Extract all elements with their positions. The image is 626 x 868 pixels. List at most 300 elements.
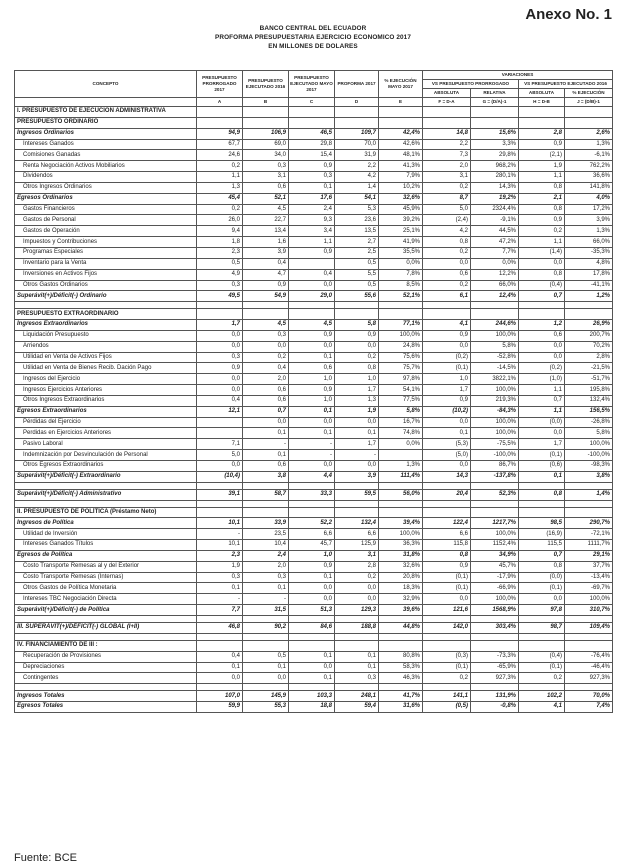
row-value: 1,1 [519,406,565,417]
row-value [289,117,335,128]
row-value: 0,0 [335,461,379,472]
row-value: 45,7 [289,540,335,551]
row-value [519,117,565,128]
row-value [197,309,243,320]
row-value: 46,3% [379,673,423,684]
row-value [243,302,289,309]
row-value: 22,7 [243,215,289,226]
row-value: 1,3% [379,461,423,472]
row-value: 1,3 [335,395,379,406]
row-value: 9,3 [289,215,335,226]
row-value: 66,0% [471,280,519,291]
row-value: 115,8 [423,540,471,551]
row-value: 1,9 [519,161,565,172]
row-value: (2,1) [519,150,565,161]
row-value: 32,6% [379,561,423,572]
row-concept: Pérdidas del Ejercicio [15,417,197,428]
row-value [519,482,565,489]
row-value: (0,1) [519,450,565,461]
row-value: 4,0% [565,193,613,204]
row-value: 17,6 [289,193,335,204]
row-value: 0,1 [289,673,335,684]
row-value: 12,4% [471,291,519,302]
row-value: 8,7 [423,193,471,204]
letter-a: A [197,98,243,107]
row-value [519,107,565,118]
row-concept: Gastos de Operación [15,226,197,237]
row-value: 41,3% [379,161,423,172]
row-value: 0,0 [519,258,565,269]
row-value: 41,7% [379,691,423,702]
row-value: 0,1 [289,406,335,417]
row-value: 59,5 [335,489,379,500]
row-value [197,482,243,489]
row-value: 0,1 [423,428,471,439]
row-value: 0,0 [423,258,471,269]
row-value: 5,8% [565,428,613,439]
row-value: 44,8% [379,622,423,633]
row-value: 0,1 [519,471,565,482]
row-value: 0,8 [423,550,471,561]
row-value: 927,3% [565,673,613,684]
row-value: 32,9% [379,594,423,605]
row-value: -66,9% [471,583,519,594]
table-row [15,450,613,461]
row-value [565,500,613,507]
row-value: 46,5 [289,128,335,139]
row-value: 29,8% [471,150,519,161]
row-value: 52,1% [379,291,423,302]
row-value: 5,8 [335,320,379,331]
row-value [471,309,519,320]
row-value [379,633,423,640]
formula-g: G = (D/A)-1 [471,98,519,107]
row-value: 26,9% [565,320,613,331]
row-value: 0,7 [519,291,565,302]
row-value: 16,7% [379,417,423,428]
row-value: 3,8 [243,471,289,482]
row-value [289,615,335,622]
row-value: -21,5% [565,363,613,374]
header-absoluta: ABSOLUTA [519,89,565,98]
row-value: 6,6 [289,529,335,540]
row-concept: Perdidas en Ejercicios Anteriores [15,428,197,439]
row-value: 55,3 [243,702,289,713]
row-value: 41,9% [379,237,423,248]
row-value: 4,4 [289,471,335,482]
row-value: 1,4 [335,182,379,193]
row-value: -72,1% [565,529,613,540]
row-value: 4,5 [243,204,289,215]
row-concept: Superávit(+)/Déficit(-) Ordinario [15,291,197,302]
row-value: 4,1 [519,702,565,713]
row-value: -100,0% [565,450,613,461]
row-value: 90,2 [243,622,289,633]
row-value: 33,3 [289,489,335,500]
table-row [15,615,613,622]
row-value: 141,8% [565,182,613,193]
table-row [15,691,613,702]
row-value: (0,2) [519,363,565,374]
row-value: 77,5% [379,395,423,406]
row-value: 2,6% [565,128,613,139]
row-value: 1568,9% [471,605,519,616]
row-value: 0,1 [335,662,379,673]
row-value: 12,2% [471,269,519,280]
row-value: 49,5 [197,291,243,302]
row-value: 0,0 [243,417,289,428]
row-value: 0,2 [519,673,565,684]
row-value: 0,4 [243,258,289,269]
row-value: 100,0% [471,428,519,439]
letter-e: E [379,98,423,107]
row-value: (5,3) [423,439,471,450]
table-row [15,605,613,616]
row-value: 0,0 [243,673,289,684]
row-value [423,107,471,118]
row-value [565,615,613,622]
row-value [565,302,613,309]
header-col-d: PROFORMA 2017 [335,71,379,98]
row-value: 0,7 [519,395,565,406]
row-value: 15,6% [471,128,519,139]
row-value [289,507,335,518]
row-value: 0,1 [335,428,379,439]
row-value [519,500,565,507]
row-value: 39,4% [379,518,423,529]
row-value [565,482,613,489]
row-value [335,633,379,640]
row-value: 0,9 [289,385,335,396]
row-concept: Recuperación de Provisiones [15,651,197,662]
row-value: 0,1 [289,572,335,583]
table-row [15,428,613,439]
row-value: 0,0 [519,594,565,605]
row-value: 98,5 [519,518,565,529]
row-value [471,615,519,622]
row-value: 0,9 [423,561,471,572]
row-value: - [243,439,289,450]
letter-b: B [243,98,289,107]
row-value: 29,1% [565,550,613,561]
row-value [519,633,565,640]
table-row [15,330,613,341]
row-value: 35,5% [379,247,423,258]
row-value: -73,3% [471,651,519,662]
row-value: 0,2 [423,182,471,193]
row-value: 3822,1% [471,374,519,385]
row-value: 0,3 [197,280,243,291]
row-value: 29,0 [289,291,335,302]
row-value: 0,7 [243,406,289,417]
row-value: (10,2) [423,406,471,417]
row-value [379,640,423,651]
row-value: 19,2% [471,193,519,204]
row-value [243,633,289,640]
row-value: 37,7% [565,561,613,572]
row-value: 200,7% [565,330,613,341]
row-value: 0,1 [289,352,335,363]
table-row [15,640,613,651]
row-value: 18,3% [379,583,423,594]
row-value: 1,3% [565,139,613,150]
row-value [379,107,423,118]
row-value [197,107,243,118]
row-concept: Intereses Ganados [15,139,197,150]
row-value: 0,9 [519,139,565,150]
row-value: 8,5% [379,280,423,291]
table-row [15,128,613,139]
header-absoluta: ABSOLUTA [423,89,471,98]
row-value [379,450,423,461]
row-value: 0,0 [289,417,335,428]
row-value: 52,3% [471,489,519,500]
row-value: -51,7% [565,374,613,385]
row-value: 36,3% [379,540,423,551]
row-value: 42,4% [379,128,423,139]
row-concept: Egresos Ordinarios [15,193,197,204]
row-value: -98,3% [565,461,613,472]
row-value: 75,7% [379,363,423,374]
row-value: 5,0 [423,204,471,215]
report-titles [0,24,626,51]
row-concept: II. PRESUPUESTO DE POLÍTICA (Préstamo Neto) [15,507,197,518]
row-value [379,309,423,320]
row-value: 2,7 [335,237,379,248]
row-value: 0,9 [289,561,335,572]
row-value: 80,8% [379,651,423,662]
row-concept: Utilidad en Venta de Activos Fijos [15,352,197,363]
row-value: 0,8 [335,363,379,374]
row-value: 1152,4% [471,540,519,551]
table-row [15,684,613,691]
row-concept: Utilidad en Venta de Bienes Recib. Dación Pago [15,363,197,374]
row-value: 100,0% [471,385,519,396]
row-value: 109,7 [335,128,379,139]
row-value: 58,3% [379,662,423,673]
row-value [423,500,471,507]
row-value: 219,3% [471,395,519,406]
row-value [289,302,335,309]
row-value: 39,1 [197,489,243,500]
row-value [197,640,243,651]
row-value: 5,3 [335,204,379,215]
row-value: 0,0% [379,439,423,450]
table-row [15,594,613,605]
table-row [15,117,613,128]
annex-label: Anexo No. 1 [525,6,612,23]
row-value: 5,5 [335,269,379,280]
row-value [197,500,243,507]
title-institution: BANCO CENTRAL DEL ECUADOR [259,25,367,32]
row-value: 0,9 [423,330,471,341]
table-row [15,374,613,385]
row-value: -84,3% [471,406,519,417]
row-value: 3,3% [471,139,519,150]
row-value [379,684,423,691]
row-value [289,258,335,269]
row-concept: Gastos Financieros [15,204,197,215]
table-row [15,204,613,215]
table-row [15,572,613,583]
table-row [15,107,613,118]
row-value: 14,3 [423,471,471,482]
row-value: 1,7 [519,439,565,450]
row-value: 0,2 [335,352,379,363]
row-concept: Ingresos Extraordinarios [15,320,197,331]
row-value: 1,0 [289,374,335,385]
row-value [423,117,471,128]
row-value: 6,6 [335,529,379,540]
row-value: - [243,594,289,605]
row-value: - [197,594,243,605]
row-value: - [289,450,335,461]
row-value: 0,3 [243,330,289,341]
row-value: 1,7 [335,439,379,450]
table-row [15,215,613,226]
row-value: 1,1 [519,237,565,248]
row-value: 5,8% [471,341,519,352]
table-row [15,702,613,713]
row-value: - [335,450,379,461]
row-value [335,302,379,309]
row-value: 3,9 [335,471,379,482]
row-value: 32,6% [379,193,423,204]
row-value: 4,2 [423,226,471,237]
row-value: 0,0 [335,417,379,428]
row-value: 0,9 [519,215,565,226]
row-value: (0,4) [519,280,565,291]
row-value [243,309,289,320]
row-value: 1,6 [243,237,289,248]
row-value: 1,7 [335,385,379,396]
row-value: 111,4% [379,471,423,482]
row-value [335,482,379,489]
row-value: 0,0 [423,341,471,352]
row-value [335,684,379,691]
row-value: 10,4 [243,540,289,551]
row-value: 20,8% [379,572,423,583]
row-concept: Superávit(+)/Déficit(-) de Política [15,605,197,616]
row-value: 280,1% [471,172,519,183]
row-value [243,615,289,622]
row-value: -6,1% [565,150,613,161]
table-row [15,320,613,331]
table-row [15,139,613,150]
row-value: 5,8% [379,406,423,417]
table-row [15,662,613,673]
row-value: 3,1 [243,172,289,183]
row-value: 1,1 [197,172,243,183]
row-value: 0,0 [423,461,471,472]
row-value: 0,8 [519,489,565,500]
row-value: 1,9 [197,561,243,572]
row-value: (0,2) [423,352,471,363]
row-value: 109,4% [565,622,613,633]
row-value: 10,1 [197,540,243,551]
row-value: 25,1% [379,226,423,237]
row-concept: Indemnización por Desvinculación de Personal [15,450,197,461]
table-row [15,417,613,428]
row-concept: Utilidad de Inversión [15,529,197,540]
row-value [423,482,471,489]
row-value: 2,2 [423,139,471,150]
row-value: 0,1 [243,428,289,439]
row-value: 17,8% [565,269,613,280]
row-value: 0,9 [335,330,379,341]
row-value: (0,1) [423,583,471,594]
header-col-c: PRESUPUESTO EJECUTADO MAYO 2017 [289,71,335,98]
row-value [197,428,243,439]
row-value [243,684,289,691]
table-row [15,385,613,396]
row-value: 1,1 [519,172,565,183]
table-row [15,561,613,572]
row-value: 2,2 [335,161,379,172]
row-value: 195,8% [565,385,613,396]
row-value: 18,8 [289,702,335,713]
row-concept: Egresos de Política [15,550,197,561]
row-value: 75,6% [379,352,423,363]
header-relativa: RELATIVA [471,89,519,98]
table-row [15,633,613,640]
letters-blank [15,98,197,107]
row-value: (0,1) [519,583,565,594]
row-value: (2,4) [423,215,471,226]
row-value: 0,2 [423,247,471,258]
table-row [15,529,613,540]
row-value: 2,0 [423,161,471,172]
row-value: 968,2% [471,161,519,172]
row-value: 48,1% [379,150,423,161]
row-value: 31,9 [335,150,379,161]
row-value: (0,1) [423,363,471,374]
letter-c: C [289,98,335,107]
row-value: 0,3 [335,673,379,684]
table-row [15,172,613,183]
row-value: 58,7 [243,489,289,500]
row-concept: Ingresos de Política [15,518,197,529]
row-value [519,309,565,320]
row-value: 66,0% [565,237,613,248]
row-value [335,640,379,651]
row-value: 0,1 [197,583,243,594]
row-value: 2,8% [565,352,613,363]
row-value: 31,6% [379,702,423,713]
row-value: 23,6 [335,215,379,226]
row-concept: PRESUPUESTO EXTRAORDINARIO [15,309,197,320]
table-row [15,363,613,374]
row-value: 1,0 [423,374,471,385]
row-value [423,309,471,320]
row-value: -0,8% [471,702,519,713]
row-value: 0,6 [243,182,289,193]
row-value: 0,3 [197,572,243,583]
row-value [423,507,471,518]
row-value: 13,4 [243,226,289,237]
row-value [423,615,471,622]
table-row [15,550,613,561]
title-units: EN MILLONES DE DOLARES [268,43,358,50]
row-value: (5,0) [423,450,471,461]
row-value: 46,8 [197,622,243,633]
row-value [565,309,613,320]
row-value: 0,0 [289,594,335,605]
row-value: 100,0% [565,594,613,605]
row-value: 0,9 [289,247,335,258]
row-value [519,302,565,309]
table-row [15,182,613,193]
